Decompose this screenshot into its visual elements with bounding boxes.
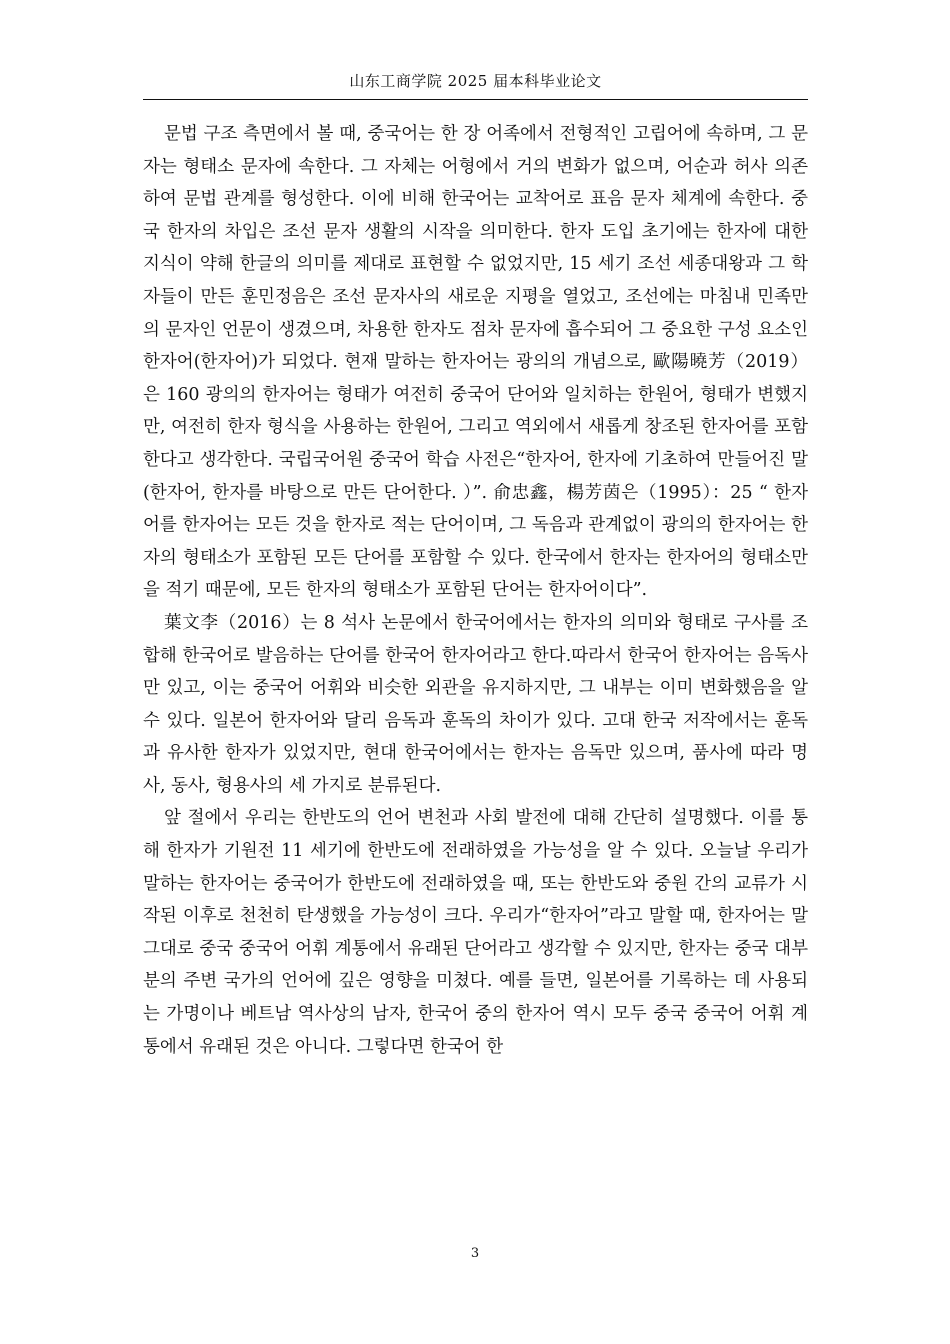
paragraph-2: 葉文李（2016）는 8 석사 논문에서 한국어에서는 한자의 의미와 형태로 구사를 조합해 한국어로 발음하는 단어를 한국어 한자어라고 한다.따라서 한국어 한자어는 음독사만 있고, 이는 중국어 어휘와 비슷한 외관을 유지하지만, 그 내부는 이미 변화했음을 알 수 있다. 일본어 한자어와 달리 음독과 훈독의 차이가 있다. 고대 한국 저작에서는 훈독과 유사한 한자가 있었지만, 현대 한국어에서는 한자는 음독만 있으며, 품사에 따라 명사, 동사, 형용사의 세 가지로 분류된다. (143, 612, 808, 796)
paragraph-1: 문법 구조 측면에서 볼 때, 중국어는 한 장 어족에서 전형적인 고립어에 속하며, 그 문자는 형태소 문자에 속한다. 그 자체는 어형에서 거의 변화가 없으며, 어순과 허사 의존하여 문법 관계를 형성한다. 이에 비해 한국어는 교착어로 표음 문자 체계에 속한다. 중국 한자의 차입은 조선 문자 생활의 시작을 의미한다. 한자 도입 초기에는 한자에 대한 지식이 약해 한글의 의미를 제대로 표현할 수 없었지만, 15 세기 조선 세종대왕과 그 학자들이 만든 훈민정음은 조선 문자사의 새로운 지평을 열었고, 조선에는 마침내 민족만의 문자인 언문이 생겼으며, 차용한 한자도 점차 문자에 흡수되어 그 중요한 구성 요소인 한자어(한자어)가 되었다. 현재 말하는 한자어는 광의의 개념으로, 歐陽曉芳（2019）은 160 광의의 한자어는 형태가 여전히 중국어 단어와 일치하는 한원어, 형태가 변했지만, 여전히 한자 형식을 사용하는 한원어, 그리고 역외에서 새롭게 창조된 한자어를 포함한다고 생각한다. 국립국어원 중국어 학습 사전은“한자어, 한자에 기초하여 만들어진 말(한자어, 한자를 바탕으로 만든 단어한다. ）”. 俞忠鑫，楊芳茵은（1995）：25 “ 한자어를 한자어는 모든 것을 한자로 적는 단어이며, 그 독음과 관계없이 광의의 한자어는 한자의 형태소가 포함된 모든 단어를 포함할 수 있다. 한국에서 한자는 한자어의 형태소만을 적기 때문에, 모든 한자의 형태소가 포함된 단어는 한자어이다”. (143, 124, 808, 601)
body-text (143, 118, 808, 1063)
header-divider (143, 99, 808, 100)
page-number: 3 (470, 1246, 480, 1261)
paragraph-3: 앞 절에서 우리는 한반도의 언어 변천과 사회 발전에 대해 간단히 설명했다. 이를 통해 한자가 기원전 11 세기에 한반도에 전래하였을 가능성을 알 수 있다. 오늘날 우리가 말하는 한자어는 중국어가 한반도에 전래하였을 때, 또는 한반도와 중원 간의 교류가 시작된 이후로 천천히 탄생했을 가능성이 크다. 우리가“한자어”라고 말할 때, 한자어는 말 그대로 중국 중국어 어휘 계통에서 유래된 단어라고 생각할 수 있지만, 한자는 중국 대부분의 주변 국가의 언어에 깊은 영향을 미쳤다. 예를 들면, 일본어를 기록하는 데 사용되는 가명이나 베트남 역사상의 남자, 한국어 중의 한자어 역시 모두 중국 중국어 어휘 계통에서 유래된 것은 아니다. 그렇다면 한국어 한 (143, 808, 808, 1057)
page-header: 山东工商学院 2025 届本科毕业论文 (349, 72, 602, 90)
